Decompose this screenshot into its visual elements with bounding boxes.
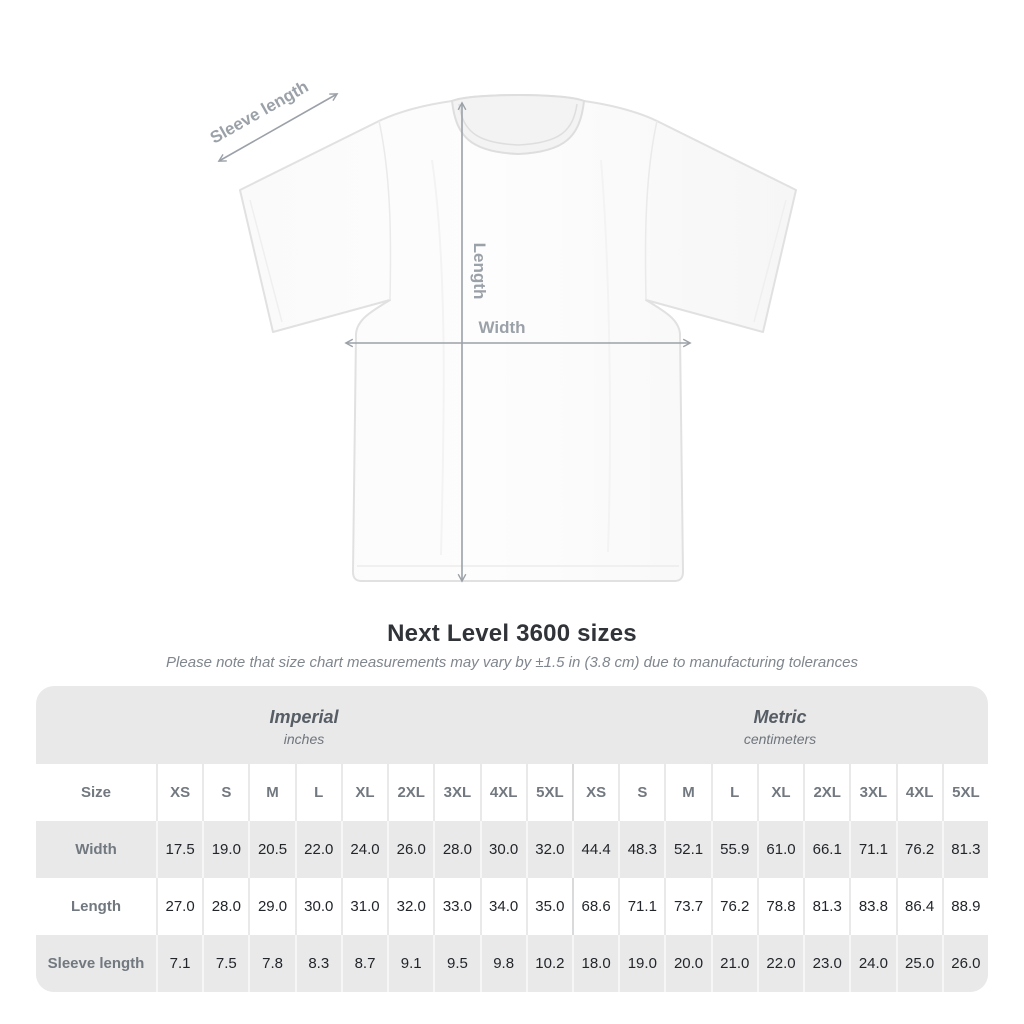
size-table-body bbox=[36, 764, 988, 992]
size-header-cell: XS bbox=[572, 764, 618, 821]
size-header-cell: 5XL bbox=[942, 764, 988, 821]
value-cell: 24.0 bbox=[341, 821, 387, 878]
value-cell: 26.0 bbox=[942, 935, 988, 992]
value-cell: 76.2 bbox=[896, 821, 942, 878]
value-cell: 28.0 bbox=[202, 878, 248, 935]
value-cell: 44.4 bbox=[572, 821, 618, 878]
value-cell: 32.0 bbox=[526, 821, 572, 878]
length-label: Length bbox=[470, 242, 489, 300]
unit-group-imperial bbox=[36, 686, 572, 764]
value-cell: 22.0 bbox=[757, 935, 803, 992]
value-cell: 23.0 bbox=[803, 935, 849, 992]
metric-sublabel: centimeters bbox=[743, 731, 817, 747]
size-header-cell: 3XL bbox=[849, 764, 895, 821]
width-label: Width bbox=[478, 318, 526, 337]
value-cell: 19.0 bbox=[618, 935, 664, 992]
value-cell: 18.0 bbox=[572, 935, 618, 992]
unit-group-metric bbox=[572, 686, 988, 764]
value-cell: 76.2 bbox=[711, 878, 757, 935]
sleeve-length-label: Sleeve length bbox=[206, 76, 312, 148]
size-header-cell: 5XL bbox=[526, 764, 572, 821]
size-header-cell: M bbox=[664, 764, 710, 821]
value-cell: 34.0 bbox=[480, 878, 526, 935]
value-cell: 55.9 bbox=[711, 821, 757, 878]
value-cell: 83.8 bbox=[849, 878, 895, 935]
value-cell: 61.0 bbox=[757, 821, 803, 878]
value-cell: 10.2 bbox=[526, 935, 572, 992]
value-cell: 24.0 bbox=[849, 935, 895, 992]
size-header-cell: 3XL bbox=[433, 764, 479, 821]
value-cell: 9.1 bbox=[387, 935, 433, 992]
row-label-sleeve-length: Sleeve length bbox=[47, 955, 145, 972]
table-row-width bbox=[36, 821, 988, 878]
value-cell: 26.0 bbox=[387, 821, 433, 878]
size-header-cell: L bbox=[295, 764, 341, 821]
value-cell: 81.3 bbox=[803, 878, 849, 935]
value-cell: 20.5 bbox=[248, 821, 294, 878]
value-cell: 22.0 bbox=[295, 821, 341, 878]
size-header-cell: M bbox=[248, 764, 294, 821]
size-header-cell: 4XL bbox=[480, 764, 526, 821]
size-header-cell: L bbox=[711, 764, 757, 821]
value-cell: 8.3 bbox=[295, 935, 341, 992]
value-cell: 29.0 bbox=[248, 878, 294, 935]
tolerance-note: Please note that size chart measurements may vary by ±1.5 in (3.8 cm) due to manufacturing tolerances bbox=[166, 654, 858, 671]
value-cell: 7.1 bbox=[156, 935, 202, 992]
value-cell: 28.0 bbox=[433, 821, 479, 878]
value-cell: 21.0 bbox=[711, 935, 757, 992]
value-cell: 88.9 bbox=[942, 878, 988, 935]
size-column-header: Size bbox=[80, 784, 111, 801]
imperial-sublabel: inches bbox=[283, 731, 325, 747]
size-header-cell: XL bbox=[757, 764, 803, 821]
value-cell: 9.5 bbox=[433, 935, 479, 992]
value-cell: 25.0 bbox=[896, 935, 942, 992]
size-header-cell: 4XL bbox=[896, 764, 942, 821]
size-header-cell: S bbox=[202, 764, 248, 821]
value-cell: 52.1 bbox=[664, 821, 710, 878]
value-cell: 35.0 bbox=[526, 878, 572, 935]
value-cell: 66.1 bbox=[803, 821, 849, 878]
size-table bbox=[36, 686, 988, 992]
value-cell: 86.4 bbox=[896, 878, 942, 935]
value-cell: 30.0 bbox=[295, 878, 341, 935]
value-cell: 7.5 bbox=[202, 935, 248, 992]
metric-label: Metric bbox=[753, 707, 807, 727]
tshirt-graphic bbox=[240, 95, 796, 581]
table-row-length bbox=[36, 878, 988, 935]
size-header-cell: 2XL bbox=[387, 764, 433, 821]
value-cell: 48.3 bbox=[618, 821, 664, 878]
value-cell: 19.0 bbox=[202, 821, 248, 878]
row-label-length: Length bbox=[71, 898, 121, 915]
value-cell: 73.7 bbox=[664, 878, 710, 935]
value-cell: 31.0 bbox=[341, 878, 387, 935]
value-cell: 32.0 bbox=[387, 878, 433, 935]
size-header-cell: 2XL bbox=[803, 764, 849, 821]
size-header-cell: S bbox=[618, 764, 664, 821]
value-cell: 9.8 bbox=[480, 935, 526, 992]
size-header-cell: XL bbox=[341, 764, 387, 821]
size-header-row bbox=[36, 764, 988, 821]
unit-header-row bbox=[36, 686, 988, 764]
row-label-width: Width bbox=[75, 841, 117, 858]
value-cell: 78.8 bbox=[757, 878, 803, 935]
value-cell: 27.0 bbox=[156, 878, 202, 935]
table-row-sleeve-length bbox=[36, 935, 988, 992]
value-cell: 17.5 bbox=[156, 821, 202, 878]
value-cell: 71.1 bbox=[849, 821, 895, 878]
value-cell: 71.1 bbox=[618, 878, 664, 935]
page-title: Next Level 3600 sizes bbox=[387, 620, 637, 647]
value-cell: 8.7 bbox=[341, 935, 387, 992]
value-cell: 81.3 bbox=[942, 821, 988, 878]
imperial-label: Imperial bbox=[269, 707, 339, 727]
value-cell: 20.0 bbox=[664, 935, 710, 992]
value-cell: 30.0 bbox=[480, 821, 526, 878]
value-cell: 7.8 bbox=[248, 935, 294, 992]
size-header-cell: XS bbox=[156, 764, 202, 821]
value-cell: 68.6 bbox=[572, 878, 618, 935]
value-cell: 33.0 bbox=[433, 878, 479, 935]
